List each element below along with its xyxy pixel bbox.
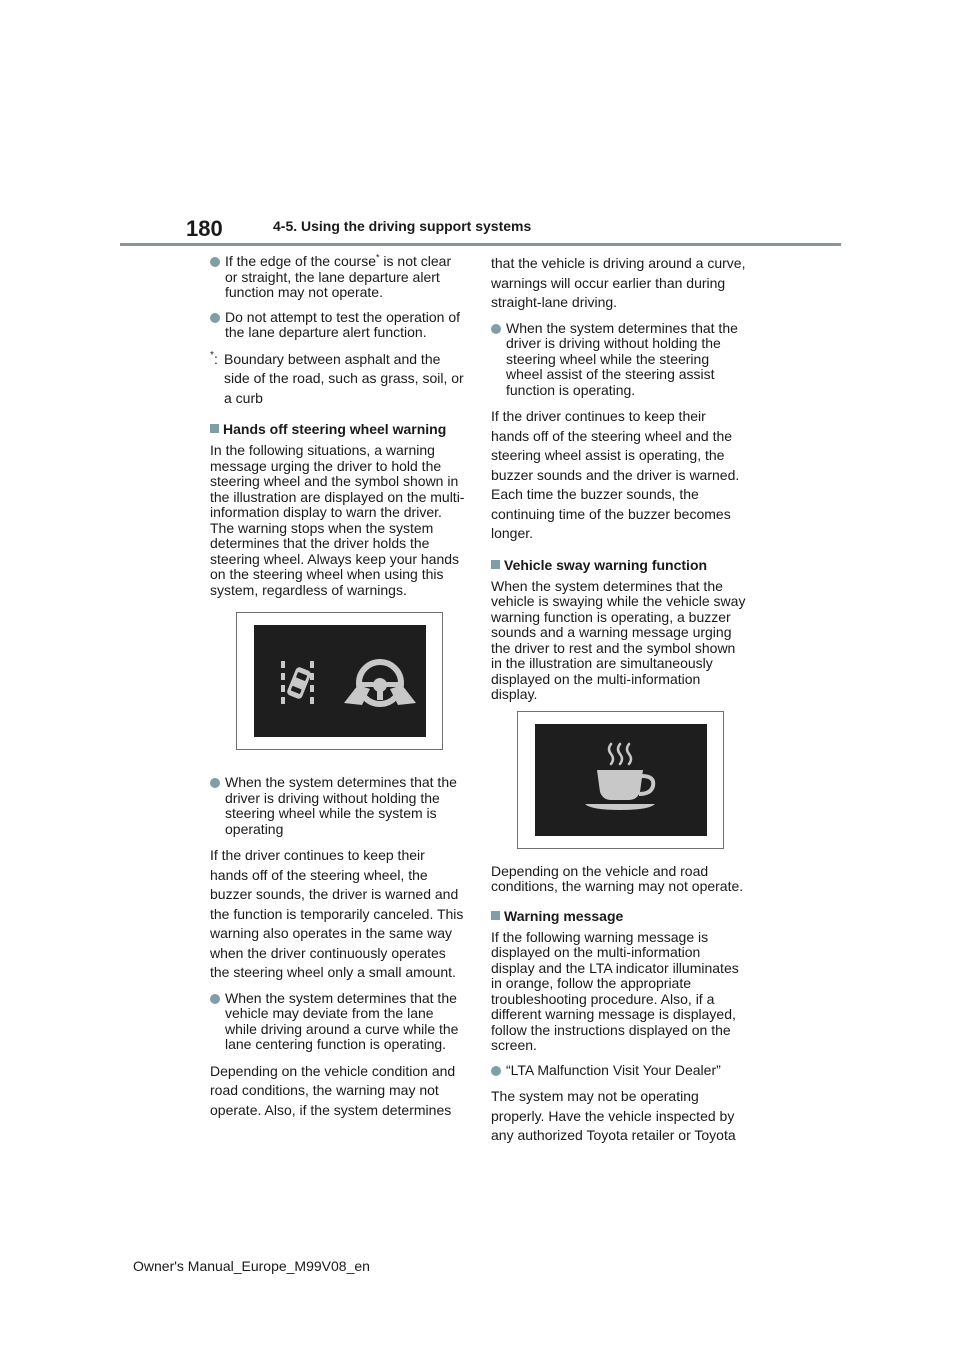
bullet-text: “LTA Malfunction Visit Your Dealer” [506, 1061, 721, 1078]
bullet-text: is not clear or straight, the lane departure alert function may not operate. [225, 253, 452, 300]
paragraph-hands-off: In the following situations, a warning message urging the driver to hold the steering wheel and the symbol shown in the illustration are displayed on the multi-information display to warn the driver. The warning stops when the system determines that the driver holds the steering wheel. Always keep your hands on the steering wheel when using this system, regardless of warnings. [210, 442, 465, 598]
heading-warning-message [491, 908, 747, 924]
heading-square-icon [491, 911, 500, 920]
display-screen [254, 625, 426, 737]
paragraph-buzzer-longer: If the driver continues to keep their hands off of the steering wheel and the steering wheel assist is operating, the buzzer sounds and the driver is warned. Each time the buzzer sounds, the continuing time of the buzzer becomes longer. [491, 408, 740, 541]
bullet-no-hands-system [210, 775, 466, 837]
bullet-dot-icon [210, 257, 220, 267]
paragraph-inspection: The system may not be operating properly. Have the vehicle inspected by any authorized Toyota retailer or Toyota [491, 1088, 736, 1143]
bullet-text: If the edge of the course [225, 253, 376, 269]
bullet-deviate-curve [210, 991, 466, 1053]
figure-sway-warning [517, 711, 724, 849]
heading-hands-off [210, 421, 466, 437]
heading-vehicle-sway [491, 557, 747, 573]
bullet-course-edge [210, 254, 466, 301]
heading-square-icon [210, 424, 219, 433]
display-screen [535, 724, 707, 836]
heading-square-icon [491, 560, 500, 569]
bullet-dot-icon [210, 778, 220, 788]
section-title: 4-5. Using the driving support systems [273, 218, 532, 234]
bullet-dot-icon [491, 324, 501, 334]
footnote-colon: : [214, 350, 218, 367]
bullet-do-not-test [210, 310, 466, 341]
paragraph-curve-cont: that the vehicle is driving around a curve, warnings will occur earlier than during straight-lane driving. [491, 255, 746, 310]
footnote-ref: * [376, 252, 380, 263]
heading-text: Hands off steering wheel warning [223, 421, 447, 437]
bullet-lta-malfunction [491, 1063, 747, 1079]
bullet-dot-icon [491, 1066, 501, 1076]
heading-text: Vehicle sway warning function [504, 556, 708, 573]
paragraph-sway: When the system determines that the vehicle is swaying while the vehicle sway warning function is operating, a buzzer sounds and a warning message urging the driver to rest and the symbol shown in the illustration are simultaneously displayed on the multi-information display. [491, 577, 746, 702]
paragraph-vehicle-condition: Depending on the vehicle condition and road conditions, the warning may not operate. Also, if the system determines [210, 1062, 456, 1118]
header-rule [120, 243, 841, 246]
footnote-text: Boundary between asphalt and the side of the road, such as grass, soil, or a curb [224, 350, 464, 406]
paragraph-sway-conditions: Depending on the vehicle and road conditions, the warning may not operate. [491, 862, 744, 894]
heading-text: Warning message [504, 907, 624, 924]
footnote-mark: * [210, 349, 214, 361]
footer-manual-id: Owner's Manual_Europe_M99V08_en [133, 1258, 370, 1274]
coffee-cup-icon [535, 724, 707, 836]
paragraph-buzzer: If the driver continues to keep their hands off of the steering wheel, the buzzer sounds, the driver is warned and the function is temporarily canceled. This warning also operates in the same way when the driver continuously operates the steering wheel only a small amount. [210, 847, 464, 980]
bullet-text: When the system determines that the vehicle may deviate from the lane while driving around a curve while the lane centering function is operating. [225, 989, 459, 1052]
bullet-dot-icon [210, 313, 220, 323]
figure-hands-off-warning [236, 612, 443, 750]
right-column [491, 254, 747, 1154]
footnote [210, 350, 466, 409]
paragraph-warning-message: If the following warning message is displayed on the multi-information display and the LTA indicator illuminates in orange, follow the appropriate troubleshooting procedure. Also, if a different warning message is displayed, follow the instructions displayed on the screen. [491, 928, 739, 1053]
bullet-text: When the system determines that the driver is driving without holding the steering wheel while the system is operating [225, 774, 457, 837]
bullet-dot-icon [210, 994, 220, 1004]
bullet-text: Do not attempt to test the operation of the lane departure alert function. [225, 308, 461, 340]
bullet-steering-assist [491, 321, 747, 399]
bullet-text: When the system determines that the driver is driving without holding the steering wheel while the steering wheel assist of the steering assist function is operating. [506, 319, 738, 398]
hands-off-steering-wheel-icon [340, 645, 420, 717]
page-number: 180 [186, 216, 223, 241]
